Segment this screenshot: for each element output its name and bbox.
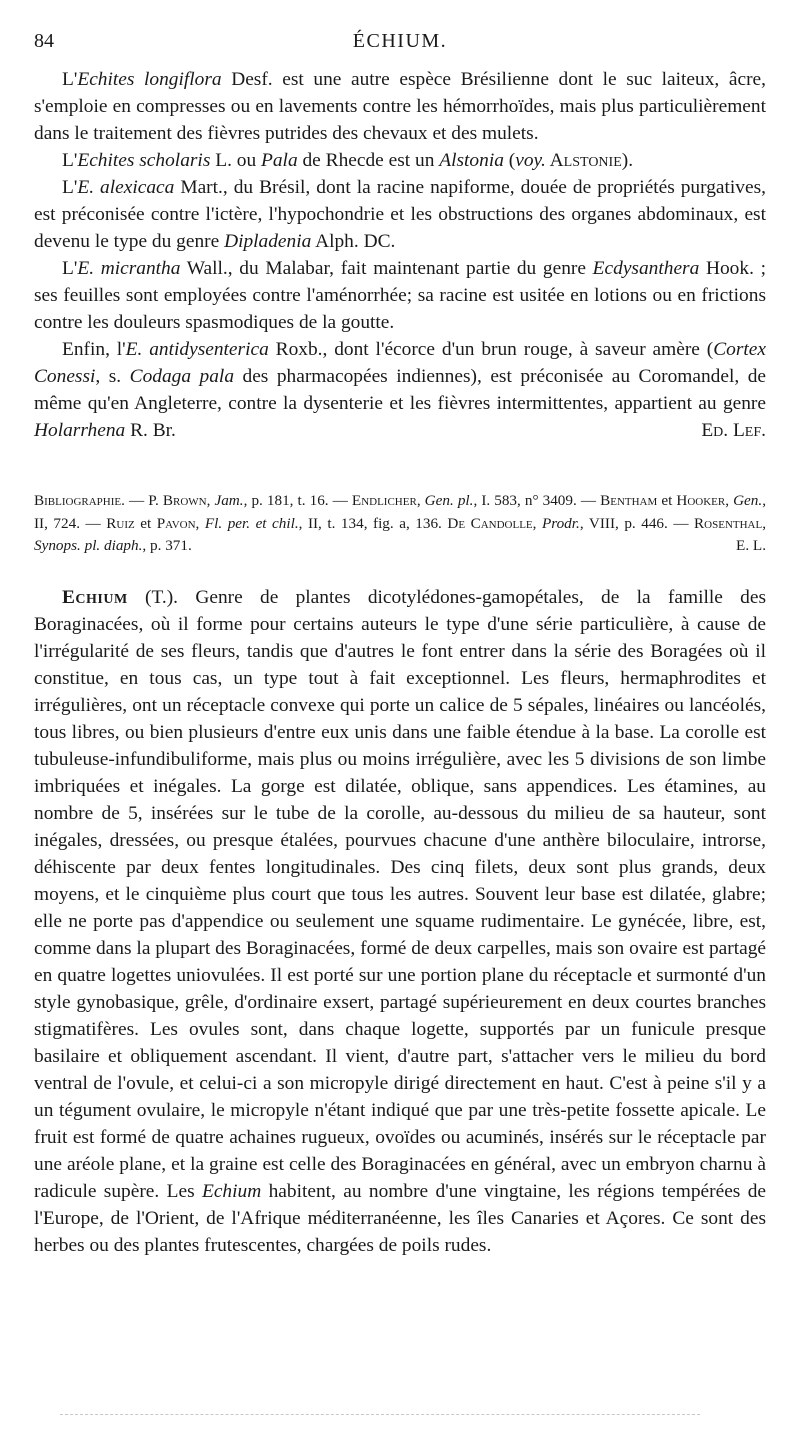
paragraph-echites-antidysenterica: Enfin, l'E. antidysenterica Roxb., dont l'écorce d'un brun rouge, à saveur amère (Cortex Conessi, s. Codaga pala des pharmacopées indiennes), est préconisée au Coromandel, de même qu'en Angleterre, contre la dysenterie et les fièvres intermittentes, appartient au genre Holarrhena R. Br. Ed. Lef. — [34, 336, 766, 444]
author-signature: Ed. Lef. — [701, 420, 766, 441]
echites-section — [34, 66, 766, 444]
bibliography: Bibliographie. — P. Brown, Jam., p. 181, t. 16. — Endlicher, Gen. pl., I. 583, n° 3409. — Bentham et Hooker, Gen., II, 724. — Ruiz et Pavon, Fl. per. et chil., II, t. 134, fig. a, 136. De Candolle, Prodr., VIII, p. 446. — Rosenthal, Synops. pl. diaph., p. 371. E. L. — [34, 490, 766, 558]
page-header — [34, 30, 766, 56]
bibliography-label: Bibliographie. — [34, 492, 125, 509]
paragraph-echites-longiflora: L'Echites longiflora Desf. est une autre espèce Brésilienne dont le suc laiteux, âcre, s'emploie en compresses ou en lavements contre les hémorrhoïdes, mais plus particulièrement dans le traitement des fièvres putrides des chevaux et des mulets. — [34, 69, 766, 144]
echium-section — [34, 584, 766, 1259]
running-title: ÉCHIUM. — [352, 30, 448, 52]
paragraph-echites-alexicaca: L'E. alexicaca Mart., du Brésil, dont la racine napiforme, douée de propriétés purgatives, est préconisée contre l'ictère, l'hypochondrie et les obstructions des organes abdominaux, est devenu le type du genre Dipladenia Alph. DC. — [34, 177, 767, 252]
paragraph-echites-micrantha: L'E. micrantha Wall., du Malabar, fait maintenant partie du genre Ecdysanthera Hook. ; ses feuilles sont employées contre l'aménorrhée; sa racine est usitée en lotions ou en frictions contre les douleurs spasmodiques de la goutte. — [34, 258, 766, 333]
paragraph-echites-scholaris: L'Echites scholaris L. ou Pala de Rhecde est un Alstonia (voy. Alstonie). — [62, 150, 634, 171]
bibliography-signature: E. L. — [736, 537, 766, 555]
page-number: 84 — [34, 30, 54, 52]
entry-headword: Echium — [62, 587, 128, 608]
paragraph-echium: Echium (T.). Genre de plantes dicotylédones-gamopétales, de la famille des Boraginacées, où il forme pour certains auteurs le type d'une série particulière, à cause de l'irrégularité de ses fleurs, tandis que d'autres le font entrer dans la série des Boragées où il constitue, en tous cas, un type tout à fait exceptionnel. Les fleurs, hermaphrodites et irrégulières, ont un réceptacle convexe qui porte un calice de 5 sépales, linéaires ou lancéolés, tous libres, ou bien plusieurs d'entre eux unis dans une faible étendue à la base. La corolle est tubuleuse-infundibuliforme, mais plus ou moins irrégulière, avec les 5 divisions de son limbe imbriquées et inégales. La gorge est dilatée, oblique, sans appendices. Les étamines, au nombre de 5, insérées sur le tube de la corolle, au-dessous du milieu de sa hauteur, sont inégales, dressées, ou presque étalées, pourvues chacune d'une anthère biloculaire, introrse, déhiscente par deux fentes longitudinales. Des cinq filets, deux sont plus grands, deux moyens, et le cinquième plus court que tous les autres. Souvent leur base est dilatée, glabre; elle ne porte pas d'appendice ou seulement une squame rudimentaire. Le gynécée, libre, est, comme dans la plupart des Boraginacées, formé de deux carpelles, mais son ovaire est partagé en quatre logettes uniovulées. Il est porté sur une portion plane du réceptacle et surmonté d'un style gynobasique, grêle, d'ordinaire exsert, partagé supérieurement en deux courtes branches stigmatifères. Les ovules sont, dans chaque logette, supportés par un funicule presque basilaire et obliquement ascendant. Il vient, d'autre part, s'attacher vers le milieu du bord ventral de l'ovule, et celui-ci a son micropyle dirigé directement en haut. C'est à peine s'il y a un tégument ovulaire, le micropyle n'étant indiqué que par une très-petite fossette apicale. Le fruit est formé de quatre achaines rugueux, ovoïdes ou acuminés, insérés sur le réceptacle par une aréole plane, et la graine est celle des Boraginacées en général, avec un embryon charnu à radicule supère. Les Echium habitent, au nombre d'une vingtaine, les régions tempérées de l'Europe, de l'Orient, de l'Afrique méditerranéenne, les îles Canaries et Açores. Ce sont des herbes ou des plantes frutescentes, chargées de poils rudes. — [34, 587, 767, 1256]
echites-bibliography — [34, 490, 766, 558]
footer-rule — [60, 1414, 700, 1415]
